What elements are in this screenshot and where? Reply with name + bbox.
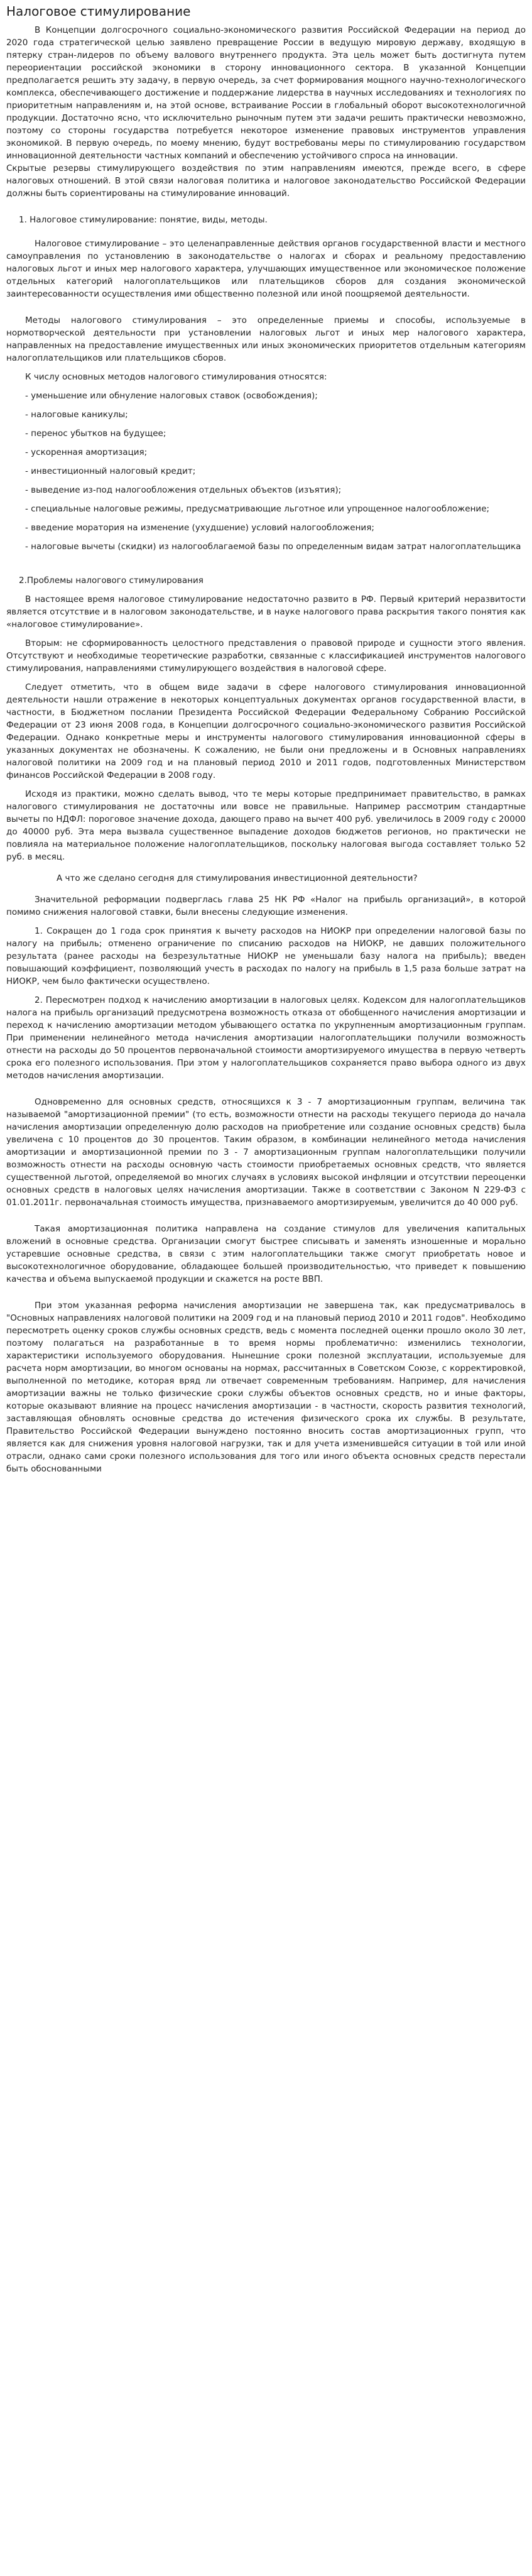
paragraph: Вторым: не сформированность целостного представления о правовой природе и сущности этого явления. Отсутствуют и необходимые теоретические разработки, связанные с классификацией инструментов налогового стимулирования, направлениями стимулирующего воздействия в налоговой сфере.	[6, 638, 526, 674]
page-title: Налоговое стимулирование	[6, 4, 191, 19]
section-heading-1: 1. Налоговое стимулирование: понятие, виды, методы.	[19, 215, 268, 225]
paragraph: Скрытые резервы стимулирующего воздействия по этим направлениям имеются, прежде всего, в сфере налоговых отношений. В этой связи налоговая политика и налоговое законодательство Российской Федерации должны быть сориентированы на стимулирование инноваций.	[6, 163, 526, 199]
paragraph: В Концепции долгосрочного социально-экономического развития Российской Федерации на период до 2020 года стратегической целью заявлено превращение России в ведущую мировую державу, входящую в пятерку стран-лидеров по объему валового внутреннего продукта. Эта цель может быть достигнута путем переориентации российской экономики в сторону инновационного сектора. В указанной Концепции предполагается решить эту задачу, в первую очередь, за счет формирования мощного научно-технологического комплекса, обеспечивающего достижение и поддержание лидерства в научных исследованиях и технологиях по приоритетным направлениям и, на этой основе, встраивание России в глобальный оборот высокотехнологичной продукции. Достаточно ясно, что исключительно рыночным путем эти задачи решить практически невозможно, поэтому со стороны государства потребуется некоторое изменение правовых инструментов управления экономикой. В первую очередь, по моему мнению, будут востребованы меры по стимулированию государством инновационной деятельности частных компаний и обеспечению устойчивого спроса на инновации.	[6, 25, 526, 161]
list-item: - налоговые вычеты (скидки) из налогооблагаемой базы по определенным видам затрат налогоплательщика	[25, 542, 521, 552]
paragraph: Одновременно для основных средств, относящихся к 3 - 7 амортизационным группам, величина так называемой "амортизационной премии" (то есть, возможности отнести на расходы текущего периода до начала начисления амортизации определенную долю расходов на приобретение или создание основных средств) была увеличена с 10 процентов до 30 процентов. Таким образом, в комбинации нелинейного метода начисления амортизации и амортизационной премии по 3 - 7 амортизационным группам налогоплательщики получили возможность отнести на расходы основную часть стоимости приобретаемых основных средств, что является существенной льготой, определяемой во многих случаях в условиях высокой инфляции и отсутствии переоценки основных средств в налоговых целях начисления амортизации. Также в соответствии с Законом N 229-ФЗ с 01.01.2011г. первоначальная стоимость имущества, признаваемого амортизируемым, увеличится до 40 000 руб.	[6, 1097, 526, 1208]
paragraph: 1. Сокращен до 1 года срок принятия к вычету расходов на НИОКР при определении налоговой базы по налогу на прибыль; отменено ограничение по списанию расходов на НИОКР, не давших положительного результата (ранее расходы на безрезультатные НИОКР не уменьшали базу налога на прибыль); введен повышающий коэффициент, позволяющий учесть в расходах по налогу на прибыль в 1,5 раза больше затрат на НИОКР, чем было фактически осуществлено.	[6, 926, 526, 986]
list-item: - введение моратория на изменение (ухудшение) условий налогообложения;	[25, 523, 374, 533]
paragraph: Методы налогового стимулирования – это определенные приемы и способы, используемые в нормотворческой деятельности при установлении налоговых льгот и иных мер налогового характера, направленных на предоставление имущественных или иных экономических приоритетов отдельным категориям налогоплательщиков или плательщиков сборов.	[6, 315, 526, 363]
paragraph: 2. Пересмотрен подход к начислению амортизации в налоговых целях. Кодексом для налогоплательщиков налога на прибыль организаций предусмотрена возможность отказа от обобщенного начисления амортизации и переход к начислению амортизации методом убывающего остатка по укрупненным амортизационным группам. При применении нелинейного метода начисления амортизации налогоплательщики получили возможность отнести на расходы до 50 процентов первоначальной стоимости амортизируемого имущества в первую четверть срока его полезного использования. При этом у налогоплательщиков сохраняется право выбора одного из двух методов начисления амортизации.	[6, 995, 526, 1081]
paragraph: К числу основных методов налогового стимулирования относятся:	[25, 372, 327, 382]
list-item: - ускоренная амортизация;	[25, 447, 148, 457]
list-item: - выведение из-под налогообложения отдельных объектов (изъятия);	[25, 485, 342, 495]
section-heading-2: 2.Проблемы налогового стимулирования	[19, 576, 204, 586]
list-item: - инвестиционный налоговый кредит;	[25, 466, 196, 476]
list-item: - уменьшение или обнуление налоговых ставок (освобождения);	[25, 391, 318, 401]
list-item: - перенос убытков на будущее;	[25, 428, 166, 439]
list-item: - налоговые каникулы;	[25, 410, 128, 420]
paragraph: При этом указанная реформа начисления амортизации не завершена так, как предусматривалось в "Основных направлениях налоговой политики на 2009 год и на плановый период 2010 и 2011 годов". Необходимо пересмотреть оценку сроков службы основных средств, ведь с момента последней оценки прошло около 30 лет, поэтому полагаться на разработанные в то время нормы проблематично: изменились технологии, характеристики используемого оборудования. Нынешние сроки полезной эксплуатации, используемые для расчета норм амортизации, во многом основаны на нормах, рассчитанных в Советском Союзе, с корректировкой, выполненной по методике, которая вряд ли отвечает современным требованиям. Например, для начисления амортизации важны не только физические сроки службы объектов основных средств, но и иные факторы, которые оказывают влияние на процесс начисления амортизации - в частности, скорость развития технологий, заставляющая обновлять основные средства до истечения физического срока их службы. В результате, Правительство Российской Федерации вынуждено постоянно вносить состав амортизационных групп, что является как для снижения уровня налоговой нагрузки, так и для учета изменившейся ситуации в той или иной отрасли, однако сами сроки полезного использования для того или иного объекта основных средств перестали быть обоснованными	[6, 1301, 526, 1474]
paragraph: Налоговое стимулирование – это целенаправленные действия органов государственной власти и местного самоуправления по установлению в законодательстве о налогах и сборах и реальному предоставлению налоговых льгот и иных мер налогового характера, улучшающих имущественное или экономическое положение отдельных категорий налогоплательщиков или плательщиков сборов для создания экономической заинтересованности осуществления ими общественно полезной или иной поощряемой деятельности.	[6, 239, 526, 299]
paragraph: Такая амортизационная политика направлена на создание стимулов для увеличения капитальных вложений в основные средства. Организации смогут быстрее списывать и заменять изношенные и морально устаревшие основные средства, в связи с этим налогоплательщики также смогут приобретать новое и высокотехнологичное оборудование, обладающее большей производительностью, что приведет к повышению качества и объема выпускаемой продукции и скажется на росте ВВП.	[6, 1224, 526, 1284]
question-line: А что же сделано сегодня для стимулирования инвестиционной деятельности?	[57, 873, 418, 883]
paragraph: В настоящее время налоговое стимулирование недостаточно развито в РФ. Первый критерий неразвитости является отсутствие и в налоговом законодательстве, и в науке налогового права раскрытия такого понятия как «налоговое стимулирование».	[6, 594, 526, 630]
paragraph: Значительной реформации подверглась глава 25 НК РФ «Налог на прибыль организаций», в которой помимо снижения налоговой ставки, были внесены следующие изменения.	[6, 895, 526, 917]
list-item: - специальные налоговые режимы, предусматривающие льготное или упрощенное налогообложение;	[25, 504, 490, 514]
paragraph: Исходя из практики, можно сделать вывод, что те меры которые предпринимает правительство, в рамках налогового стимулирования не достаточны или вовсе не правильные. Например рассмотрим стандартные вычеты по НДФЛ: пороговое значение дохода, дающего право на вычет 400 руб. увеличилось в 2009 году с 20000 до 40000 руб. Эта мера вызвала существенное выпадение доходов бюджетов регионов, но практически не повлияла на материальное положение налогоплательщиков, поскольку налоговая выгода составляет только 52 руб. в месяц.	[6, 789, 526, 862]
paragraph: Следует отметить, что в общем виде задачи в сфере налогового стимулирования инновационной деятельности нашли отражение в некоторых концептуальных документах органов государственной власти, в частности, в Бюджетном послании Президента Российской Федерации Федеральному Собранию Российской Федерации от 23 июня 2008 года, в Концепции долгосрочного социально-экономического развития Российской Федерации. Однако конкретные меры и инструменты налогового стимулирования инновационной сферы в указанных документах не обозначены. К сожалению, не были они предложены и в Основных направлениях налоговой политики на 2009 год и на плановый период 2010 и 2011 годов, подготовленных Министерством финансов Российской Федерации в 2008 году.	[6, 682, 526, 780]
